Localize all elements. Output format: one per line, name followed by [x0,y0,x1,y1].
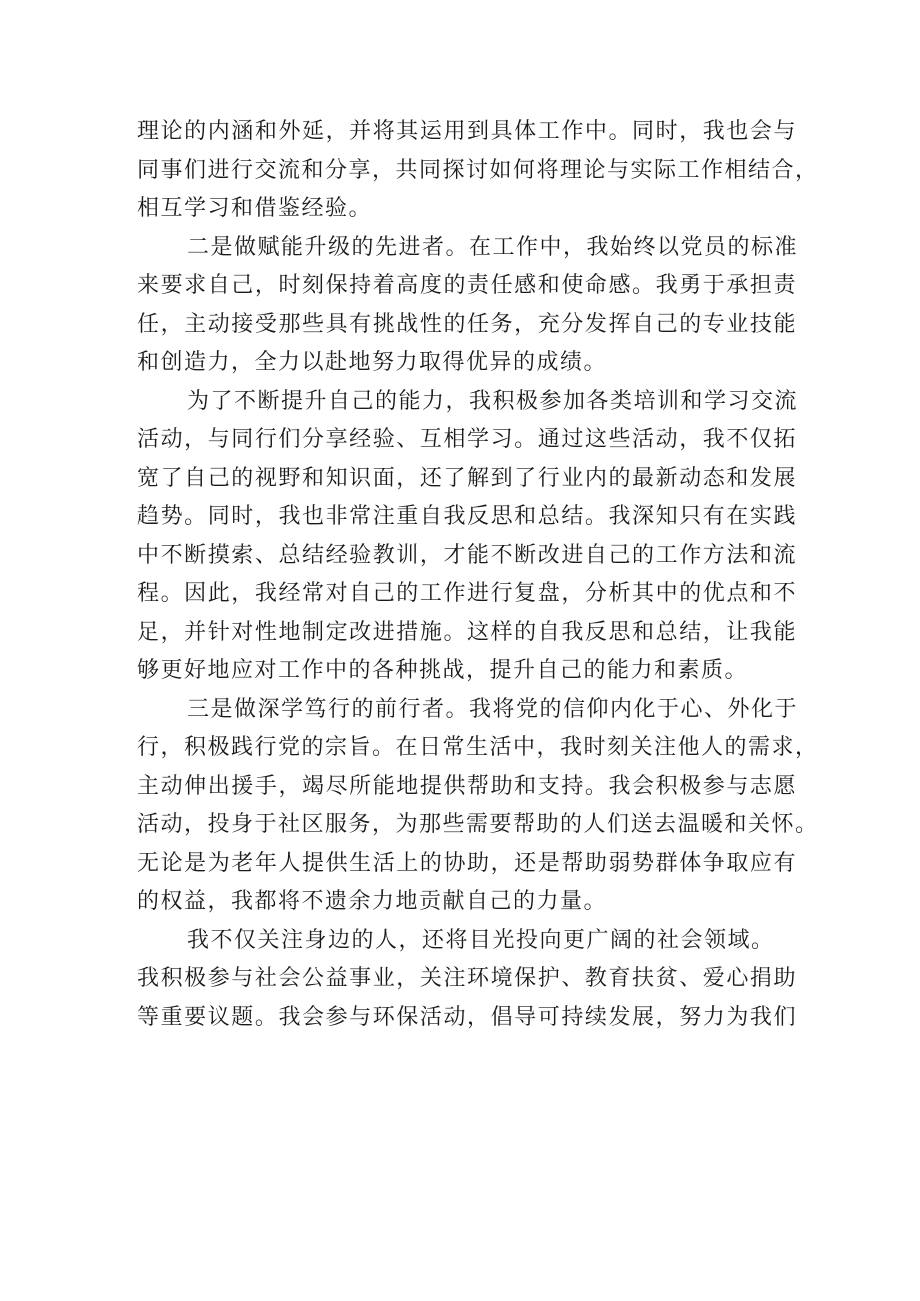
paragraph-4-line-1: 三是做深学笃行的前行者。我将党的信仰内化于心、外化于 [187,696,799,722]
paragraph-3-line-3: 宽了自己的视野和知识面，还了解到了行业内的最新动态和发展 [137,465,797,491]
paragraph-2-line-4: 和创造力，全力以赴地努力取得优异的成绩。 [137,350,608,375]
paragraph-3-line-2: 活动，与同行们分享经验、互相学习。通过这些活动，我不仅拓 [137,427,797,452]
paragraph-3-line-1: 为了不断提升自己的能力，我积极参加各类培训和学习交流 [187,388,799,414]
paragraph-3-line-6: 程。因此，我经常对自己的工作进行复盘，分析其中的优点和不 [137,581,797,606]
paragraph-3 [137,383,797,691]
paragraph-2 [137,229,797,383]
paragraph-5 [137,922,797,1038]
paragraph-3-line-4: 趋势。同时，我也非常注重自我反思和总结。我深知只有在实践 [137,504,797,529]
paragraph-4-line-3: 主动伸出援手，竭尽所能地提供帮助和支持。我会积极参与志愿 [137,773,797,799]
paragraph-1-line-3: 相互学习和借鉴经验。 [137,196,373,221]
paragraph-1-line-1: 理论的内涵和外延，并将其运用到具体工作中。同时，我也会与 [137,119,797,144]
paragraph-5-line-2: 我积极参与社会公益事业，关注环境保护、教育扶贫、爱心捐助 [137,966,797,991]
paragraph-4-line-5: 无论是为老年人提供生活上的协助，还是帮助弱势群体争取应有 [137,850,797,876]
paragraph-3-line-7: 足，并针对性地制定改进措施。这样的自我反思和总结，让我能 [137,619,797,645]
paragraph-4 [137,691,819,922]
document-body [137,113,819,1037]
paragraph-2-line-2: 来要求自己，时刻保持着高度的责任感和使命感。我勇于承担责 [137,273,797,298]
paragraph-4-line-4: 活动，投身于社区服务，为那些需要帮助的人们送去温暖和关怀。 [137,812,819,837]
paragraph-1-line-2: 同事们进行交流和分享，共同探讨如何将理论与实际工作相结合， [137,157,819,183]
paragraph-4-line-2: 行，积极践行党的宗旨。在日常生活中，我时刻关注他人的需求， [137,735,819,760]
paragraph-3-line-5: 中不断摸索、总结经验教训，才能不断改进自己的工作方法和流 [137,542,797,568]
paragraph-4-line-6: 的权益，我都将不遗余力地贡献自己的力量。 [137,889,608,914]
paragraph-3-line-8: 够更好地应对工作中的各种挑战，提升自己的能力和素质。 [137,658,749,683]
paragraph-5-line-1: 我不仅关注身边的人，还将目光投向更广阔的社会领域。 [187,927,775,953]
paragraph-2-line-3: 任，主动接受那些具有挑战性的任务，充分发挥自己的专业技能 [137,311,797,337]
paragraph-1 [137,113,819,229]
paragraph-2-line-1: 二是做赋能升级的先进者。在工作中，我始终以党员的标准 [187,234,799,260]
paragraph-5-line-3: 等重要议题。我会参与环保活动，倡导可持续发展，努力为我们 [137,1004,797,1030]
